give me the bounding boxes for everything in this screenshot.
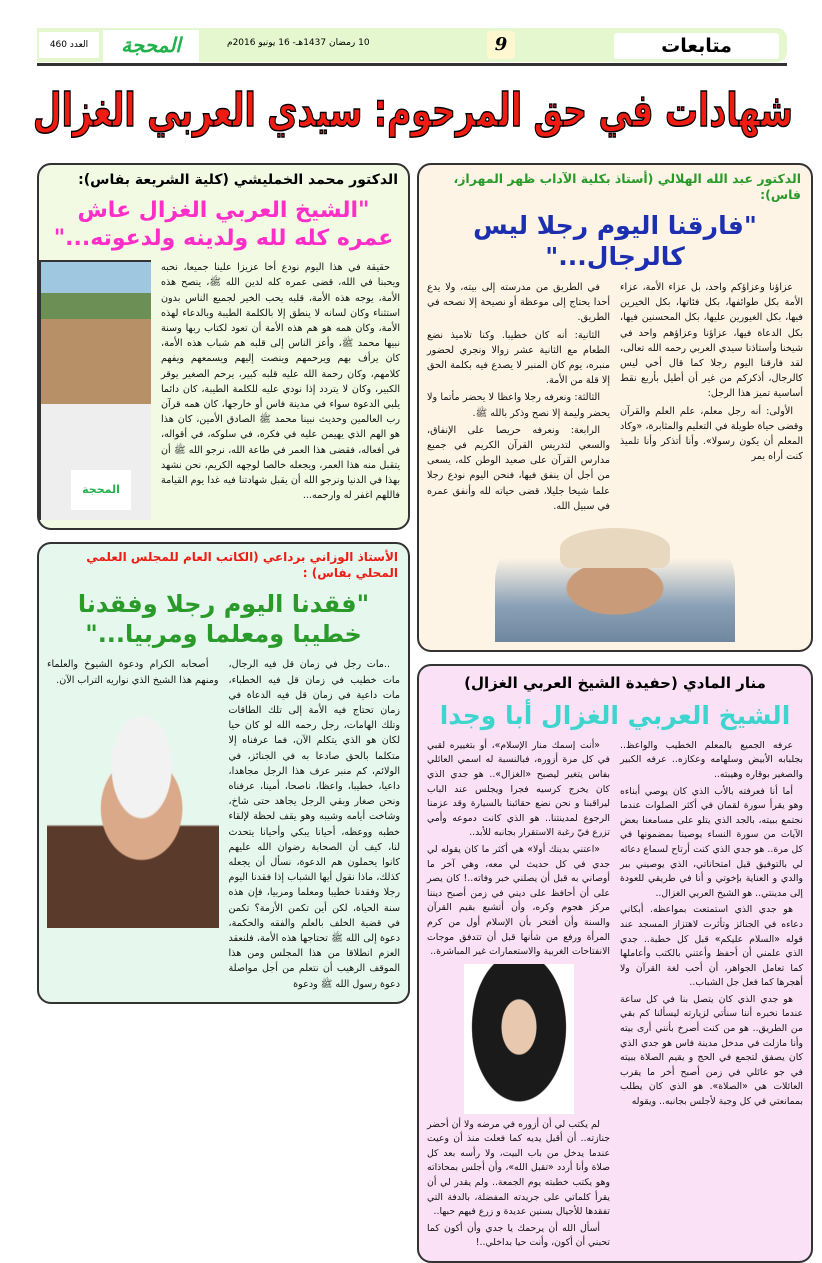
article-body xyxy=(419,280,811,516)
article-mady xyxy=(417,664,813,1263)
section-name: متابعات xyxy=(614,33,779,59)
article-hilali xyxy=(417,163,813,652)
paragraph: حقيقة في هذا اليوم نودع أخا عزيزا علينا جميعا، نحبه ويحبنا في الله، قضى عمره كله لدين الله ﷺ، ينصح هذه الأمة، يوجه هذه الأمة، قلبه يحب الخير لجميع الناس بدون استثناء وكان لسانه لا ينطق إلا بالكلمة الطيبة وبالدعاء لهذه الأمة، وكان همه هو هم هذه الأمة أن تعود لكتاب ربها وسنة نبيها محمد ﷺ، وأعز الناس إلى قلبه هم شباب هذه الأمة، كان يرأف بهم ويرحمهم وينصت إليهم ويسمعهم ويفهم كلامهم، وكان رحمة الله عليه قلبه كبير، يرحم الصغير يوقر الكبير، وكان لا يتردد إذا نودي عليه للكلمة الطيبة، كان دائما يلبي الدعوة سواء في مدينة فاس أو خارجها، كان همه قرآن رب العالمين وحديث نبينا محمد ﷺ الصادق الأمين، كان هذا هو الهم الذي يهيمن عليه في فكره، في سلوكه، في أقواله، في أفعاله، فقضى هذا العمر في طاعة الله، نرجو الله ﷺ أن يتقبل منه هذا العمر، ويجعله خالصا لوجهه الكريم، نحن نشهد بهذا في الدنيا ونرجو الله أن يقبل شهادتنا فيه غدا يوم القيامة فاللهم اغفر له وارحمه... xyxy=(161,262,400,502)
article-khamlichi xyxy=(37,163,410,530)
article-column xyxy=(47,657,219,927)
issue-date: 10 رمضان 1437هـ- 16 يونيو 2016م xyxy=(227,38,370,48)
paragraph: «أنت إسمك منار الإسلام»، أو بتغييره لقبي في كل مرة أزوره، فبالنسبة له اسمي العائلي بفاس يتغير ليصبح «الغزال».. هو جدي الذي كان يخرج كرسيه فجرا ويجلس عند الباب ليراقبنا و نحن نضع حقائبنا بالسيارة وقد عزمنا الرجوع لمدينتنا.. هو الذي كانت دموعه وأمي تزرع فيّ رغبة الاستقرار بجانبه للأبد.. xyxy=(427,739,610,839)
paragraph: في الطريق من مدرسته إلى بيته، ولا يدع أحدا يحتاج إلى موعظة أو نصيحة إلا نصحه في الطريق. xyxy=(427,282,610,324)
paragraph: هو جدي الذي كان يتصل بنا في كل ساعة عندما نخبره أننا سنأتي لزيارته ليسألنا كم بقي من الطريق.. هو من كنت أصرخ بأنني أرى بيته وأنا مازلت في مدخل مدينة فاس هو جدي الذي كان يصفق لتجمع في الحج و يقيم الصلاة ببيته في جو عائلي في زمن أصبح أخر ما يقرب العائلات هي «الصلاة». هو الذي كان يطلب بممانعتي في كل وجبة لأجلس بجانبه.. ويقوله xyxy=(620,993,803,1108)
article-column xyxy=(620,280,803,466)
article-quote: "الشيخ العربي الغزال عاش عمره كله لله ولدينه ولدعوته..." xyxy=(53,198,394,251)
paragraph: أصحابه الكرام ودعوة الشيوخ والعلماء ومنهم هذا الشيخ الذي نواريه التراب الآن. xyxy=(47,659,219,686)
page-header xyxy=(37,28,787,62)
article-body xyxy=(419,739,811,1253)
article-column xyxy=(620,739,803,1112)
article-ouazzani xyxy=(37,542,410,1004)
headline-area xyxy=(30,70,795,150)
header-rule xyxy=(37,63,787,66)
photo-ouazzani xyxy=(47,698,219,928)
photo-khamlichi xyxy=(39,260,151,520)
paragraph: لم يكتب لي أن أزوره في مرضه ولا أن أحضر جنازته.. أن أقبل يديه كما فعلت منذ أن وعيت عندما يدخل من باب البيت، ولا رأسه بعد كل صلاة وأنا أردد «تقبل الله»، وأن أجلس بمحاذاته وهو يكتب خطبته يوم الجمعة.. ولم يقدر لي أن يقرأ كلماتي على جريدته المفضلة، بالدفة التي تفقدها للأجيال بسنين عديدة و زرع فيهم حبها.. xyxy=(427,1118,610,1218)
page-number: 9 xyxy=(487,31,515,59)
article-kicker: الدكتور عبد الله الهلالي (أستاذ بكلية الآداب ظهر المهراز، فاس): xyxy=(453,171,801,203)
paragraph: أسأل الله أن يرحمك يا جدي وأن أكون كما تحبني أن أكون، وأنت حيا بداخلي..! xyxy=(427,1222,610,1249)
article-body xyxy=(39,657,408,993)
article-kicker: منار المادي (حفيدة الشيخ العربي الغزال) xyxy=(464,674,766,693)
right-stack xyxy=(417,163,813,1263)
paragraph: عزاؤنا وعزاؤكم واحد، بل عزاء الأمة، عزاء الأمة بكل طوائفها، بكل فئاتها، بكل الخيرين فيها، بكل الغيورين عليها، بكل المحسنين فيها، بكل الدعاة فيها، عزاؤنا وعزاؤهم واحد في شيخنا وأستاذنا سيدي العربي رحمه الله تعالى، لقد فارقنا اليوم رجلا كما قال أخي ليس كالرجال، أذكركم من غير أن أطيل بأربع نقط أساسية تميز هذا الرجل: xyxy=(620,282,803,400)
issue-number: العدد 460 xyxy=(39,32,99,58)
left-stack xyxy=(37,163,410,1004)
paragraph: ..مات رجل في زمان قل فيه الرجال، مات خطيب في زمان قل فيه الخطباء، مات داعية في زمان قل فيه الدعاة في زمان تحتاج فيه الأمة إلى تلك الطاقات وتلك الهامات، رجل رحمه الله لو كان حيا لكان هو الذي يتكلم الآن، فما عرفناه إلا متكلما بالحق صادعا به في الجنائز، في الولائم، كم منبر عرف هذا الرجل مجاهدا، داعيا، خطيبا، واعظا، ناصحا، أمينا، عرفناه ونحن صغار وبقي الرجل يجاهد حتى شاخ، وشاخت أيامه وشيبه وهو يقف لحظة لإلقاء خطبه ووعظه، أحيانا يبكي وأحيانا يتحدث لنا، كيف أن الصحابة رضوان الله عليهم كانوا يحملون هم الدعوة، نسأل أن يجعله كذلك، ماذا نقول أيها الشباب إذا فقدنا اليوم رجلا وفقدنا خطيبا ومعلما ومربيا، فإن هذه سنة الحياة، لكن أين تكمن الأزمة؟ تكمن في قضية الخلف بالعلم والفقه والحكمة، دعوة إلى الله ﷺ تحتاجها هذه الأمة، فلنعقد العزم انطلاقا من هذا المجلس ومن هذا الموقف الرهيب أن نتعلم من أجل مواصلة دعوة رسول الله ﷺ ودعوة xyxy=(228,659,400,990)
paragraph: «اعتني بدينك أولا» هي أكثر ما كان يقوله لي جدي في كل حديث لي معه، وهي آخر ما أوصاني به قبل أن يصلني خبر وفاته..! كان يصر على أن أحافظ على ديني في زمن أصبح ديننا مركز هجوم وكره، وأن أتشبع بقيم القرآن والسنة وأن أفتخر بأن الإسلام أول من كرم المرأة ورفع من شأنها قبل أن تتدفق موجات الانفتاحات الغربية والاستعمارات غير المباشرة.. xyxy=(427,843,610,958)
microphone-logo: المحجة xyxy=(71,470,131,510)
photo-mady xyxy=(464,964,574,1114)
paragraph: هو جدي الذي استمتعت بمواعظه. أبكاني دعاءه في الجنائز وتأثرت لاهتزاز المسجد عند قوله «السلام عليكم» قبل كل خطبة.. جدي الذي علمني أن أحفظ وأعتني بالكتب وأعاملها كما تعامل الجواهر، أن أحب لغة القرآن ولا أهجرها كما فعل جل الشباب.. xyxy=(620,904,803,989)
article-quote: الشيخ العربي الغزال أبا وجدا xyxy=(439,700,791,730)
cap-shape xyxy=(560,528,670,568)
article-quote: "فقدنا اليوم رجلا وفقدنا خطيبا ومعلما ومربيا..." xyxy=(77,590,370,649)
paragraph: عرفه الجميع بالمعلم الخطيب والواعظ.. بجلبابه الأبيض وسلهامه وعكازه.. عرفه الكبير والصغير بوقاره وهيبته.. xyxy=(620,739,803,780)
article-column xyxy=(229,657,401,993)
article-column xyxy=(161,260,400,520)
article-quote: "فارقنا اليوم رجلا ليس كالرجال..." xyxy=(473,210,757,271)
paragraph: الثالثة: ونعرفه رجلا واعظا لا يحضر مأتما ولا يحضر وليمة إلا نصح وذكر بالله ﷺ. xyxy=(427,392,610,419)
article-kicker: الأستاذ الوزاني برداعي (الكاتب العام للمجلس العلمي المحلي بفاس) : xyxy=(86,550,398,580)
article-kicker: الدكتور محمد الخمليشي (كلية الشريعة بفاس): xyxy=(78,172,398,188)
newspaper-logo: المحجة xyxy=(103,30,199,62)
article-column xyxy=(427,739,610,1253)
article-columns xyxy=(37,163,813,1263)
paragraph: أما أنا فعرفته بالأب الذي كان يوصي أبناءه وهو يقرأ سورة لقمان في أكثر الصلوات عندما نجتمع ببيته، بالجد الذي يتلو على مسامعنا بعض الآيات من سورة النساء يوصينا بمضمونها في كل مرة.. هو جدي الذي كنت أرتاح لسماع دعائه لي بالتوفيق قبل امتحاناتي، الذي يوصيني ببر والدي و العناية بإخوتي و أنا في طريقي للعودة إلى مدينتي.. هو الشيخ العربي الغزال.. xyxy=(620,785,803,899)
article-body xyxy=(39,260,408,520)
paragraph: الأولى: أنه رجل معلم، علم العلم والقرآن وقضى حياة طويلة في التعليم والمثابرة، «وكاد المعلم أن يكون رسولا». وأنا أتذكر وأنا تلميذ كنت أراه يمر xyxy=(620,405,803,463)
paragraph: الثانية: أنه كان خطيبا. وكنا تلاميذ نضع الطعام مع الثانية عشر زوالا ونجري لحضور منبره، يوم كان المنبر لا يصدع فيه بكلمة الحق إلا قلة من الأمة. xyxy=(427,329,610,387)
photo-hilali xyxy=(495,522,735,642)
paragraph: الرابعة: ونعرفه حريصا على الإنفاق، والسعي لتدريس القرآن الكريم في جميع مدارس القرآن على صعيد الوطن كله، يسعى من أجل أن ينفق فيها، فنحن اليوم نودع رجلا علما شيخا جليلا، قضى حياته لله وأنفق عمره في سبيل الله. xyxy=(427,424,610,512)
article-column xyxy=(427,280,610,516)
main-headline: شهادات في حق المرحوم: سيدي العربي الغزال xyxy=(32,83,793,137)
